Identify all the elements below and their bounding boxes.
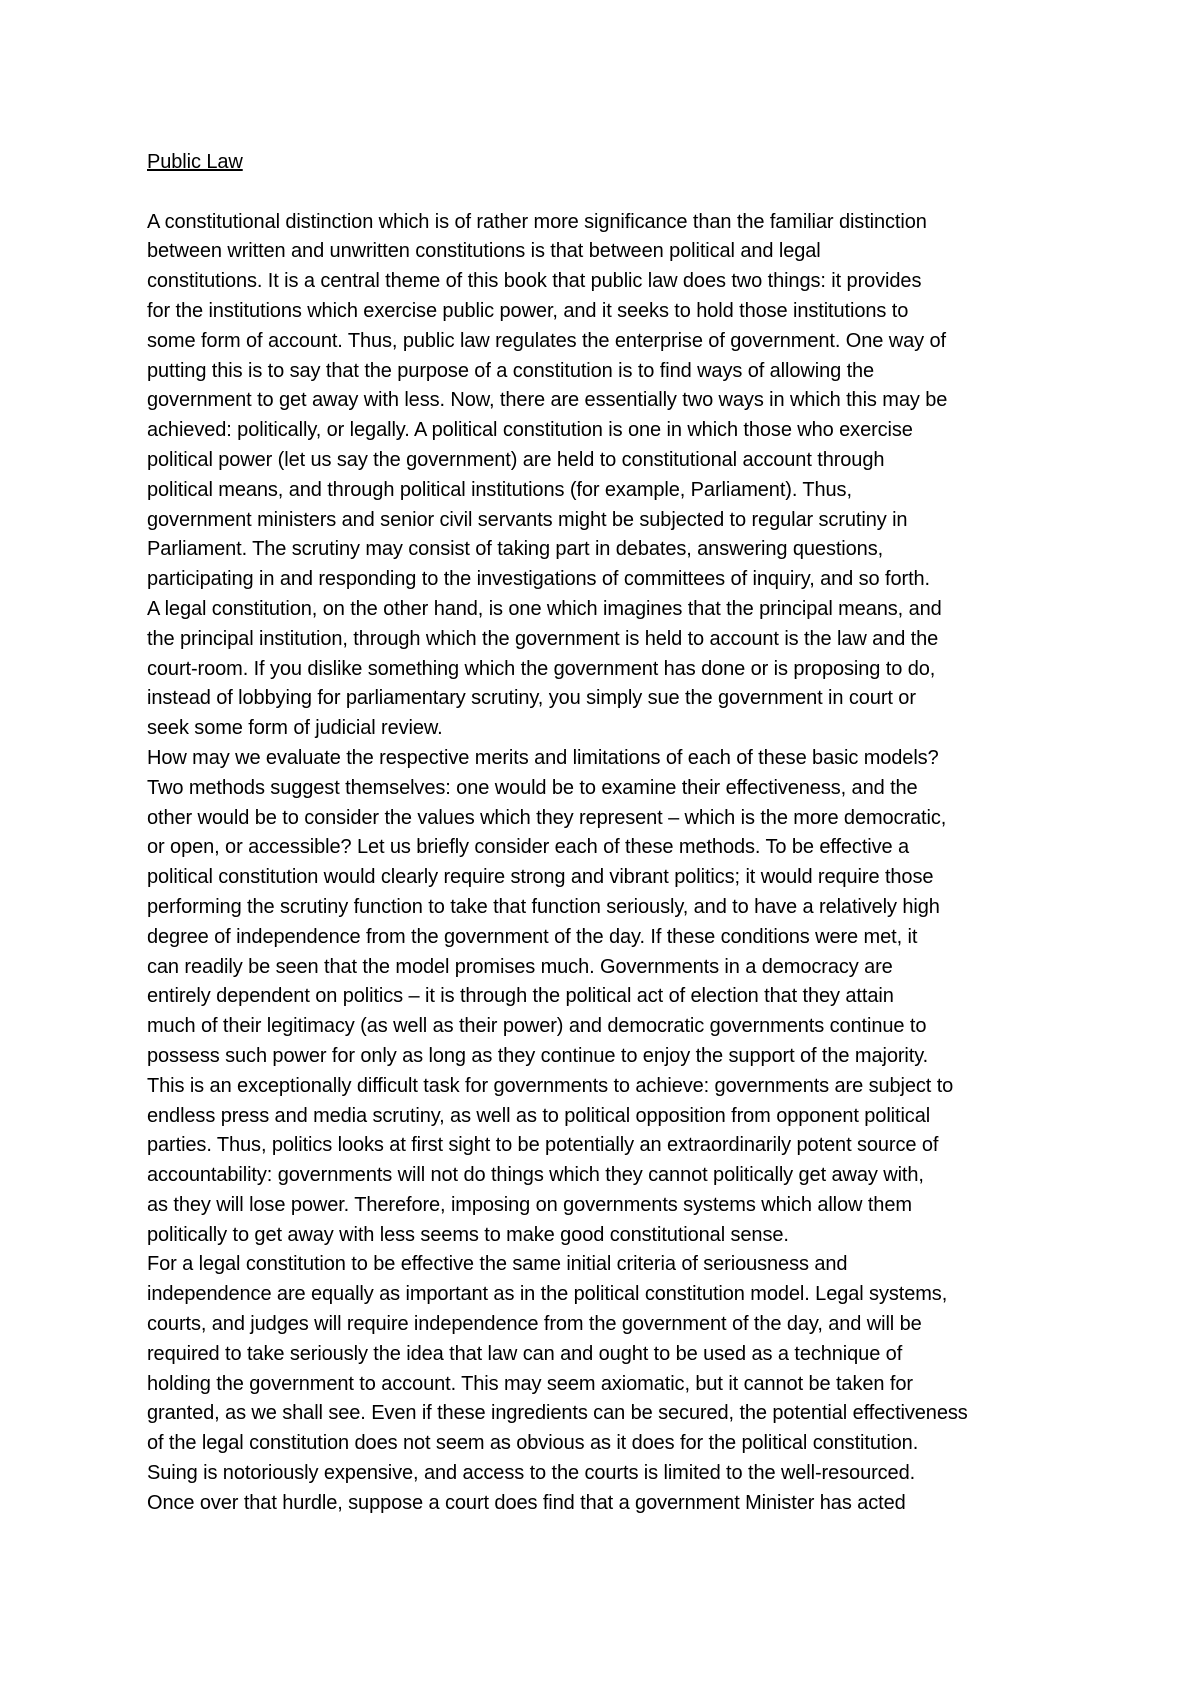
text-line: How may we evaluate the respective merits and limitations of each of these basic models? — [147, 746, 939, 769]
text-line: accountability: governments will not do things which they cannot politically get away with, — [147, 1164, 924, 1187]
text-line: constitutions. It is a central theme of this book that public law does two things: it provides — [147, 270, 922, 293]
text-line: putting this is to say that the purpose of a constitution is to find ways of allowing the — [147, 359, 875, 382]
text-line: courts, and judges will require independence from the government of the day, and will be — [147, 1313, 922, 1336]
text-line: of the legal constitution does not seem as obvious as it does for the political constitution. — [147, 1432, 919, 1455]
text-line: seek some form of judicial review. — [147, 717, 443, 740]
text-line: entirely dependent on politics – it is through the political act of election that they attain — [147, 985, 894, 1008]
text-line: independence are equally as important as in the political constitution model. Legal systems, — [147, 1283, 948, 1306]
text-line: achieved: politically, or legally. A political constitution is one in which those who exercise — [147, 419, 913, 442]
text-line: can readily be seen that the model promises much. Governments in a democracy are — [147, 955, 893, 978]
text-line: as they will lose power. Therefore, imposing on governments systems which allow them — [147, 1193, 912, 1216]
text-line: For a legal constitution to be effective the same initial criteria of seriousness and — [147, 1253, 848, 1276]
text-line: political power (let us say the government) are held to constitutional account through — [147, 448, 885, 471]
text-line: much of their legitimacy (as well as their power) and democratic governments continue to — [147, 1015, 927, 1038]
text-line: political means, and through political institutions (for example, Parliament). Thus, — [147, 478, 852, 501]
text-line: or open, or accessible? Let us briefly consider each of these methods. To be effective a — [147, 836, 910, 859]
text-line: Suing is notoriously expensive, and access to the courts is limited to the well-resourced. — [147, 1462, 916, 1485]
text-line: Once over that hurdle, suppose a court does find that a government Minister has acted — [147, 1491, 906, 1514]
text-line: Parliament. The scrutiny may consist of taking part in debates, answering questions, — [147, 538, 884, 561]
text-line: performing the scrutiny function to take that function seriously, and to have a relatively high — [147, 895, 940, 918]
text-line: political constitution would clearly require strong and vibrant politics; it would require those — [147, 866, 934, 889]
text-line: the principal institution, through which the government is held to account is the law and the — [147, 627, 939, 650]
text-line: degree of independence from the government of the day. If these conditions were met, it — [147, 925, 918, 948]
text-line: other would be to consider the values which they represent – which is the more democratic, — [147, 806, 947, 829]
text-line: government ministers and senior civil servants might be subjected to regular scrutiny in — [147, 508, 908, 531]
text-line: granted, as we shall see. Even if these ingredients can be secured, the potential effectiveness — [147, 1402, 968, 1425]
text-line: This is an exceptionally difficult task for governments to achieve: governments are subject to — [147, 1074, 954, 1097]
page-title: Public Law — [147, 151, 243, 173]
text-line: parties. Thus, politics looks at first sight to be potentially an extraordinarily potent source of — [147, 1134, 939, 1157]
text-line: some form of account. Thus, public law regulates the enterprise of government. One way of — [147, 329, 946, 352]
body-text — [147, 208, 1067, 1519]
text-line: between written and unwritten constitutions is that between political and legal — [147, 240, 821, 263]
text-line: endless press and media scrutiny, as well as to political opposition from opponent political — [147, 1104, 931, 1127]
document-body — [147, 148, 1067, 1519]
text-line: for the institutions which exercise public power, and it seeks to hold those institutions to — [147, 299, 909, 322]
text-line: court-room. If you dislike something which the government has done or is proposing to do, — [147, 657, 936, 680]
text-line: politically to get away with less seems to make good constitutional sense. — [147, 1223, 789, 1246]
text-line: A legal constitution, on the other hand, is one which imagines that the principal means, and — [147, 597, 942, 620]
text-line: holding the government to account. This may seem axiomatic, but it cannot be taken for — [147, 1372, 913, 1395]
text-line: A constitutional distinction which is of rather more significance than the familiar distinction — [147, 210, 927, 233]
text-line: Two methods suggest themselves: one would be to examine their effectiveness, and the — [147, 776, 918, 799]
text-line: government to get away with less. Now, there are essentially two ways in which this may be — [147, 389, 948, 412]
text-line: instead of lobbying for parliamentary scrutiny, you simply sue the government in court or — [147, 687, 916, 710]
text-line: required to take seriously the idea that law can and ought to be used as a technique of — [147, 1342, 903, 1365]
text-line: possess such power for only as long as they continue to enjoy the support of the majority. — [147, 1044, 929, 1067]
text-line: participating in and responding to the investigations of committees of inquiry, and so forth. — [147, 568, 931, 591]
